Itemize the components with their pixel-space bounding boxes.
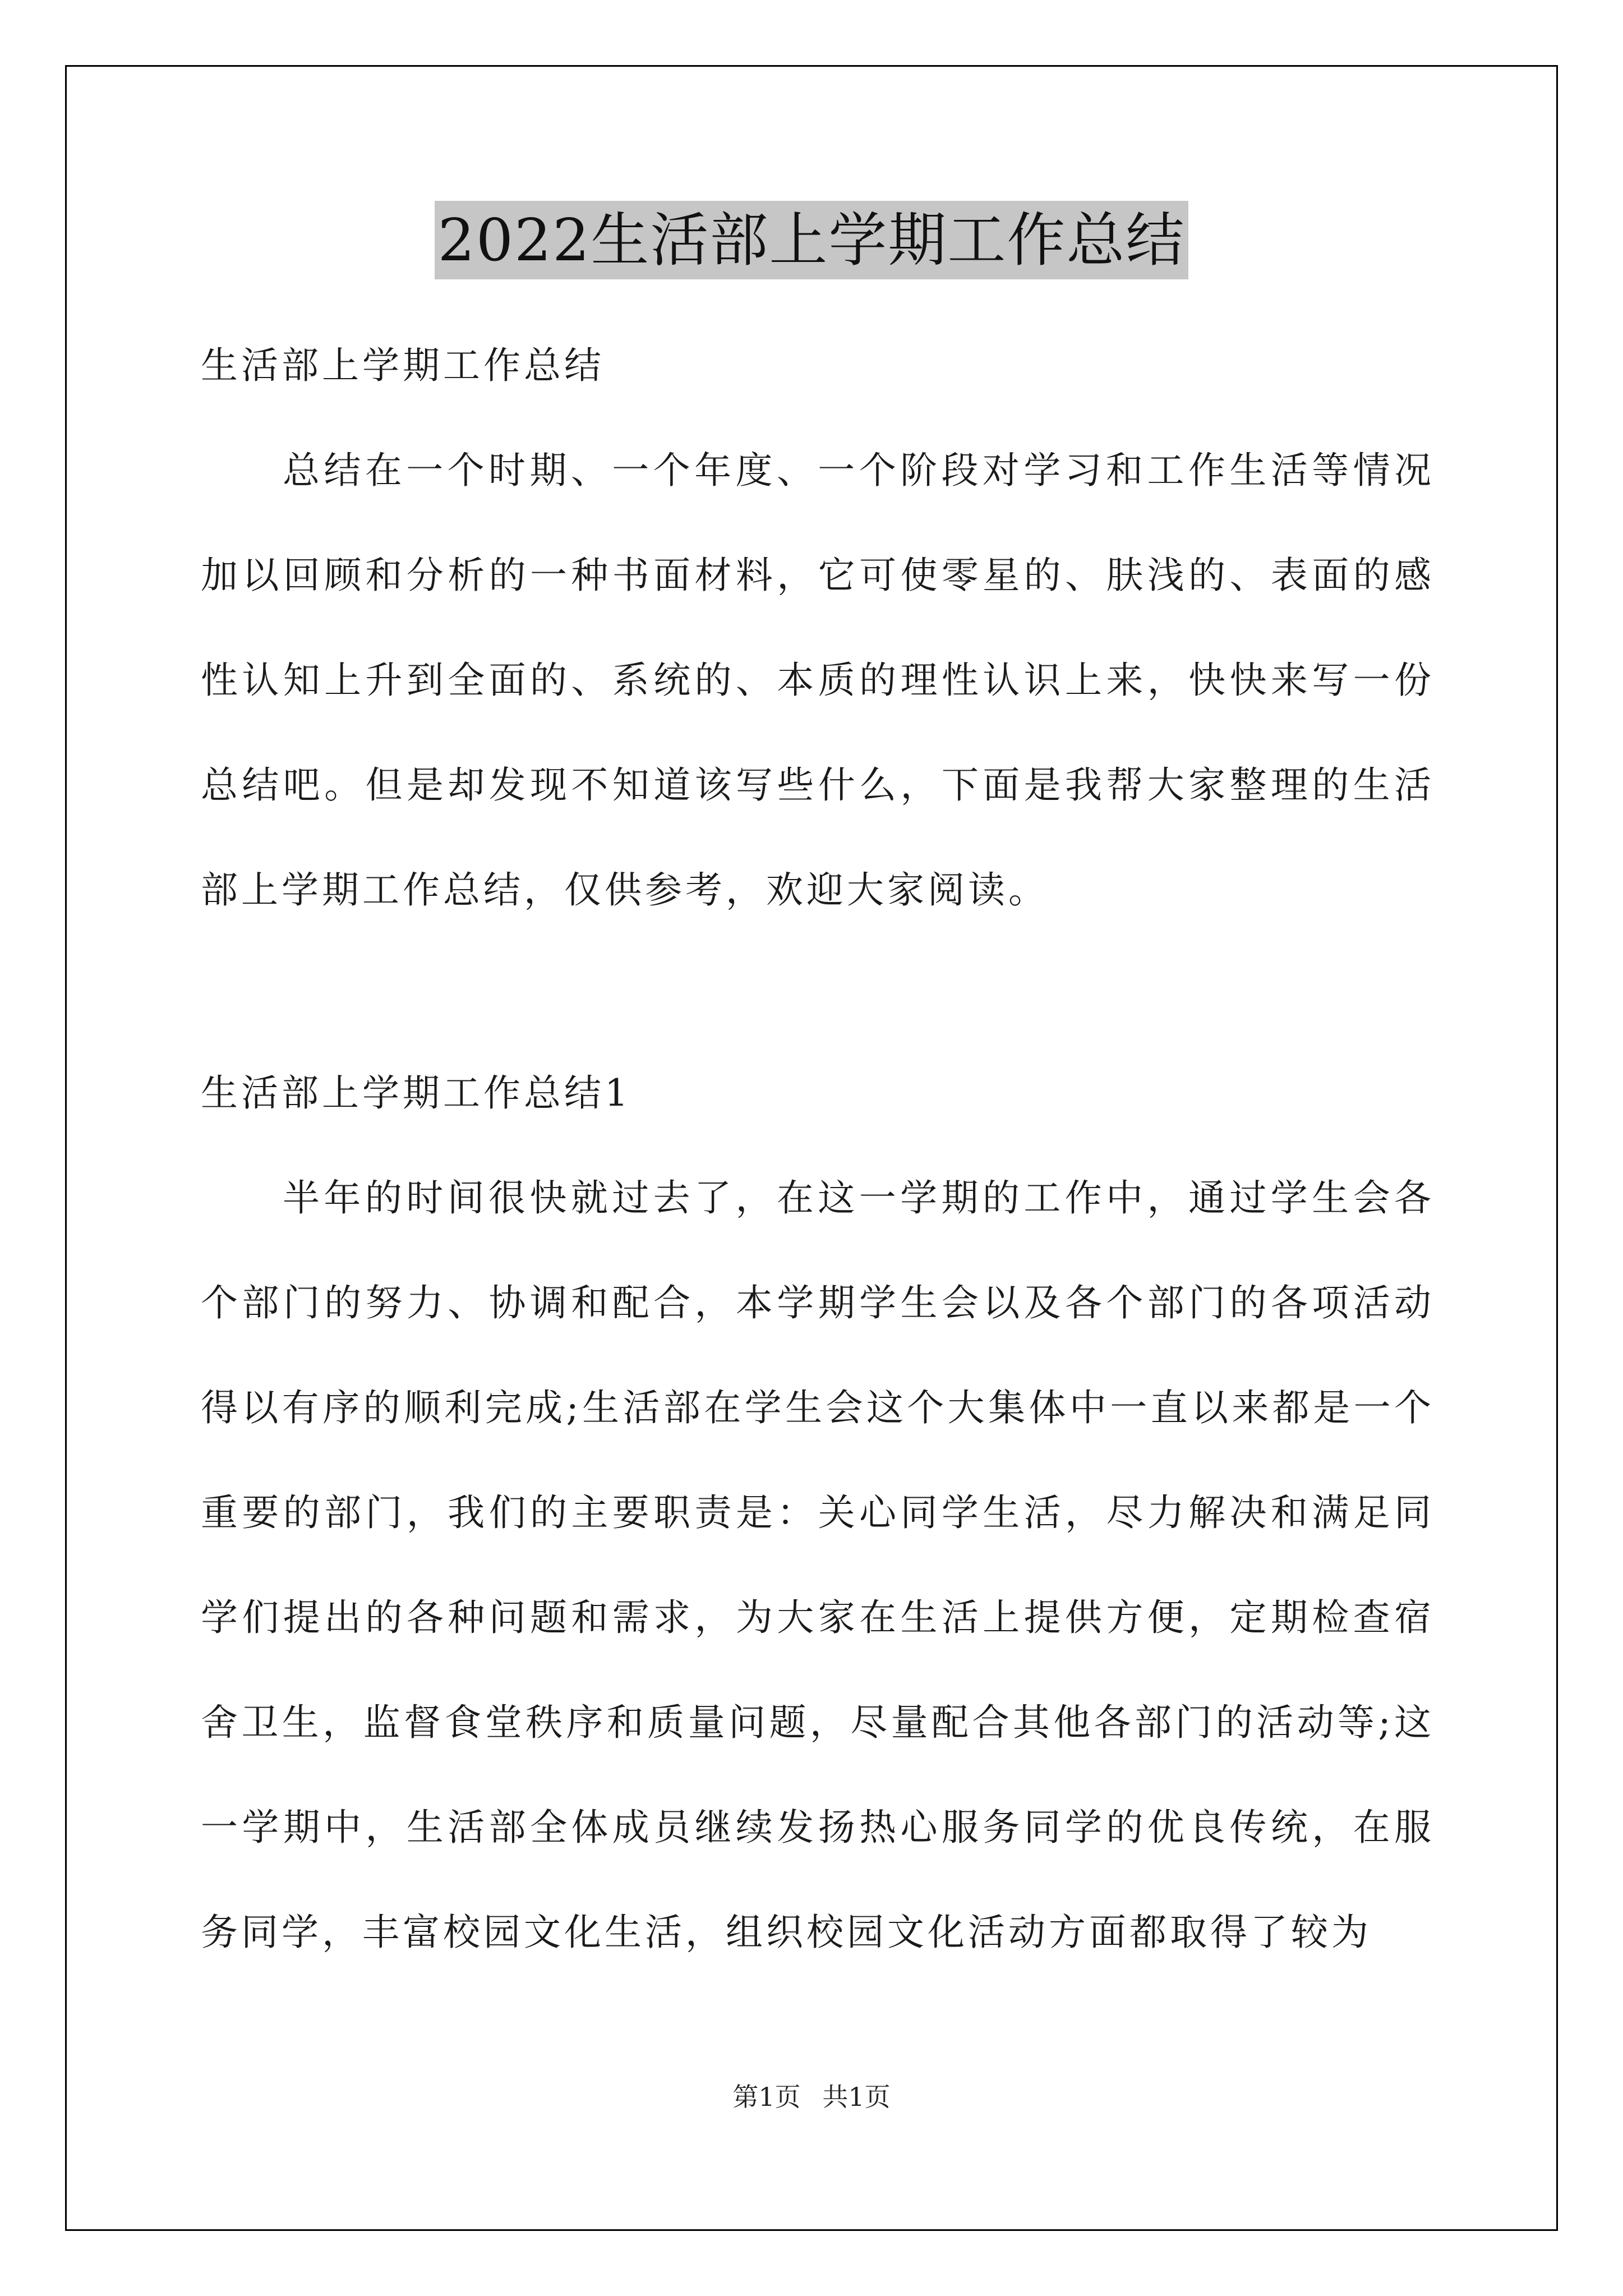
section1-heading: 生活部上学期工作总结1 — [201, 1071, 631, 1115]
document-title: 2022生活部上学期工作总结 — [435, 201, 1189, 279]
title-container — [0, 201, 1623, 279]
section1-block — [201, 1145, 1435, 1985]
section1-heading-block — [201, 1041, 1435, 1145]
intro-block — [201, 418, 1435, 942]
page-number-total: 共1页 — [822, 2082, 891, 2112]
document-subtitle: 生活部上学期工作总结 — [201, 344, 605, 387]
subtitle-block — [201, 313, 1435, 418]
section1-paragraph: 半年的时间很快就过去了，在这一学期的工作中，通过学生会各个部门的努力、协调和配合，本学期学生会以及各个部门的各项活动得以有序的顺利完成;生活部在学生会这个大集体中一直以来都是一个重要的部门，我们的主要职责是：关心同学生活，尽力解决和满足同学们提出的各种问题和需求，为大家在生活上提供方便，定期检查宿舍卫生，监督食堂秩序和质量问题，尽量配合其他各部门的活动等;这一学期中，生活部全体成员继续发扬热心服务同学的优良传统，在服务同学，丰富校园文化生活，组织校园文化活动方面都取得了较为 — [201, 1176, 1435, 1954]
page-footer — [0, 2080, 1623, 2114]
intro-paragraph: 总结在一个时期、一个年度、一个阶段对学习和工作生活等情况加以回顾和分析的一种书面材料，它可使零星的、肤浅的、表面的感性认知上升到全面的、系统的、本质的理性认识上来，快快来写一份总结吧。但是却发现不知道该写些什么，下面是我帮大家整理的生活部上学期工作总结，仅供参考，欢迎大家阅读。 — [201, 449, 1435, 912]
page-number-current: 第1页 — [732, 2082, 801, 2112]
